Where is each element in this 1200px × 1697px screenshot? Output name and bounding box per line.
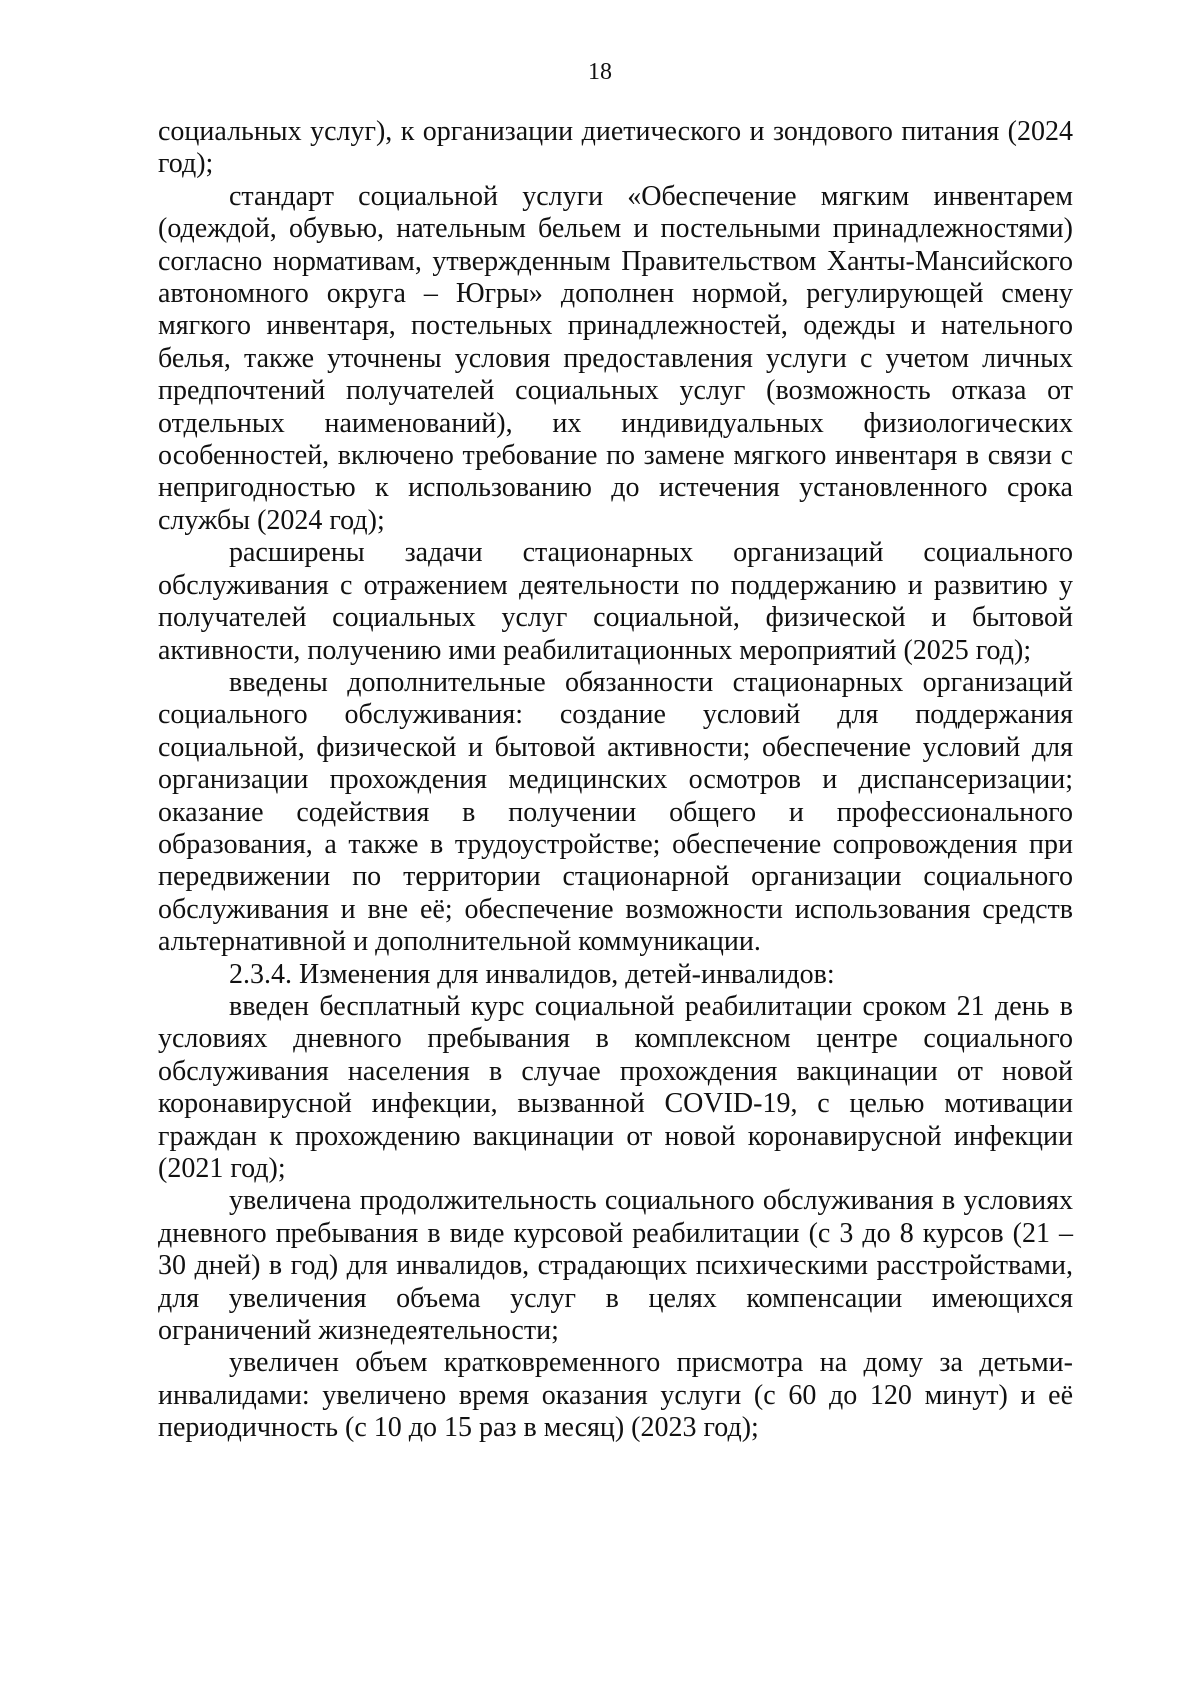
paragraph-continuation: социальных услуг), к организации диетического и зондового питания (2024 год); xyxy=(158,116,1073,180)
paragraph-stationary-tasks: расширены задачи стационарных организаций социального обслуживания с отражением деятельности по поддержанию и развитию у получателей социальных услуг социальной, физической и бытовой активности, получению ими реабилитационных мероприятий (2025 год); xyxy=(158,537,1073,666)
paragraph-stationary-duties: введены дополнительные обязанности стационарных организаций социального обслуживания: создание условий для поддержания социальной, физической и бытовой активности; обеспечение условий для организации прохождения медицинских осмотров и диспансеризации; оказание содействия в получении общего и профессионального образования, а также в трудоустройстве; обеспечение сопровождения при передвижении по территории стационарной организации социального обслуживания и вне её; обеспечение возможности использования средств альтернативной и дополнительной коммуникации. xyxy=(158,666,1073,958)
paragraph-free-rehab-course: введен бесплатный курс социальной реабилитации сроком 21 день в условиях дневного пребывания в комплексном центре социального обслуживания населения в случае прохождения вакцинации от новой коронавирусной инфекции, вызванной COVID-19, с целью мотивации граждан к прохождению вакцинации от новой коронавирусной инфекции (2021 год); xyxy=(158,990,1073,1184)
paragraph-soft-inventory-standard: стандарт социальной услуги «Обеспечение мягким инвентарем (одеждой, обувью, нательным бельем и постельными принадлежностями) согласно нормативам, утвержденным Правительством Ханты-Мансийского автономного округа – Югры» дополнен нормой, регулирующей смену мягкого инвентаря, постельных принадлежностей, одежды и нательного белья, также уточнены условия предоставления услуги с учетом личных предпочтений получателей социальных услуг (возможность отказа от отдельных наименований), их индивидуальных физиологических особенностей, включено требование по замене мягкого инвентаря в связи с непригодностью к использованию до истечения установленного срока службы (2024 год); xyxy=(158,180,1073,536)
page-number: 18 xyxy=(588,59,612,85)
document-body xyxy=(158,116,1073,1445)
paragraph-short-term-care: увеличен объем кратковременного присмотра на дому за детьми-инвалидами: увеличено время оказания услуги (с 60 до 120 минут) и её периодичность (с 10 до 15 раз в месяц) (2023 год); xyxy=(158,1347,1073,1444)
section-heading-2-3-4: 2.3.4. Изменения для инвалидов, детей-инвалидов: xyxy=(229,958,835,990)
paragraph-day-care-duration: увеличена продолжительность социального обслуживания в условиях дневного пребывания в виде курсовой реабилитации (с 3 до 8 курсов (21 – 30 дней) в год) для инвалидов, страдающих психическими расстройствами, для увеличения объема услуг в целях компенсации имеющихся ограничений жизнедеятельности; xyxy=(158,1185,1073,1347)
